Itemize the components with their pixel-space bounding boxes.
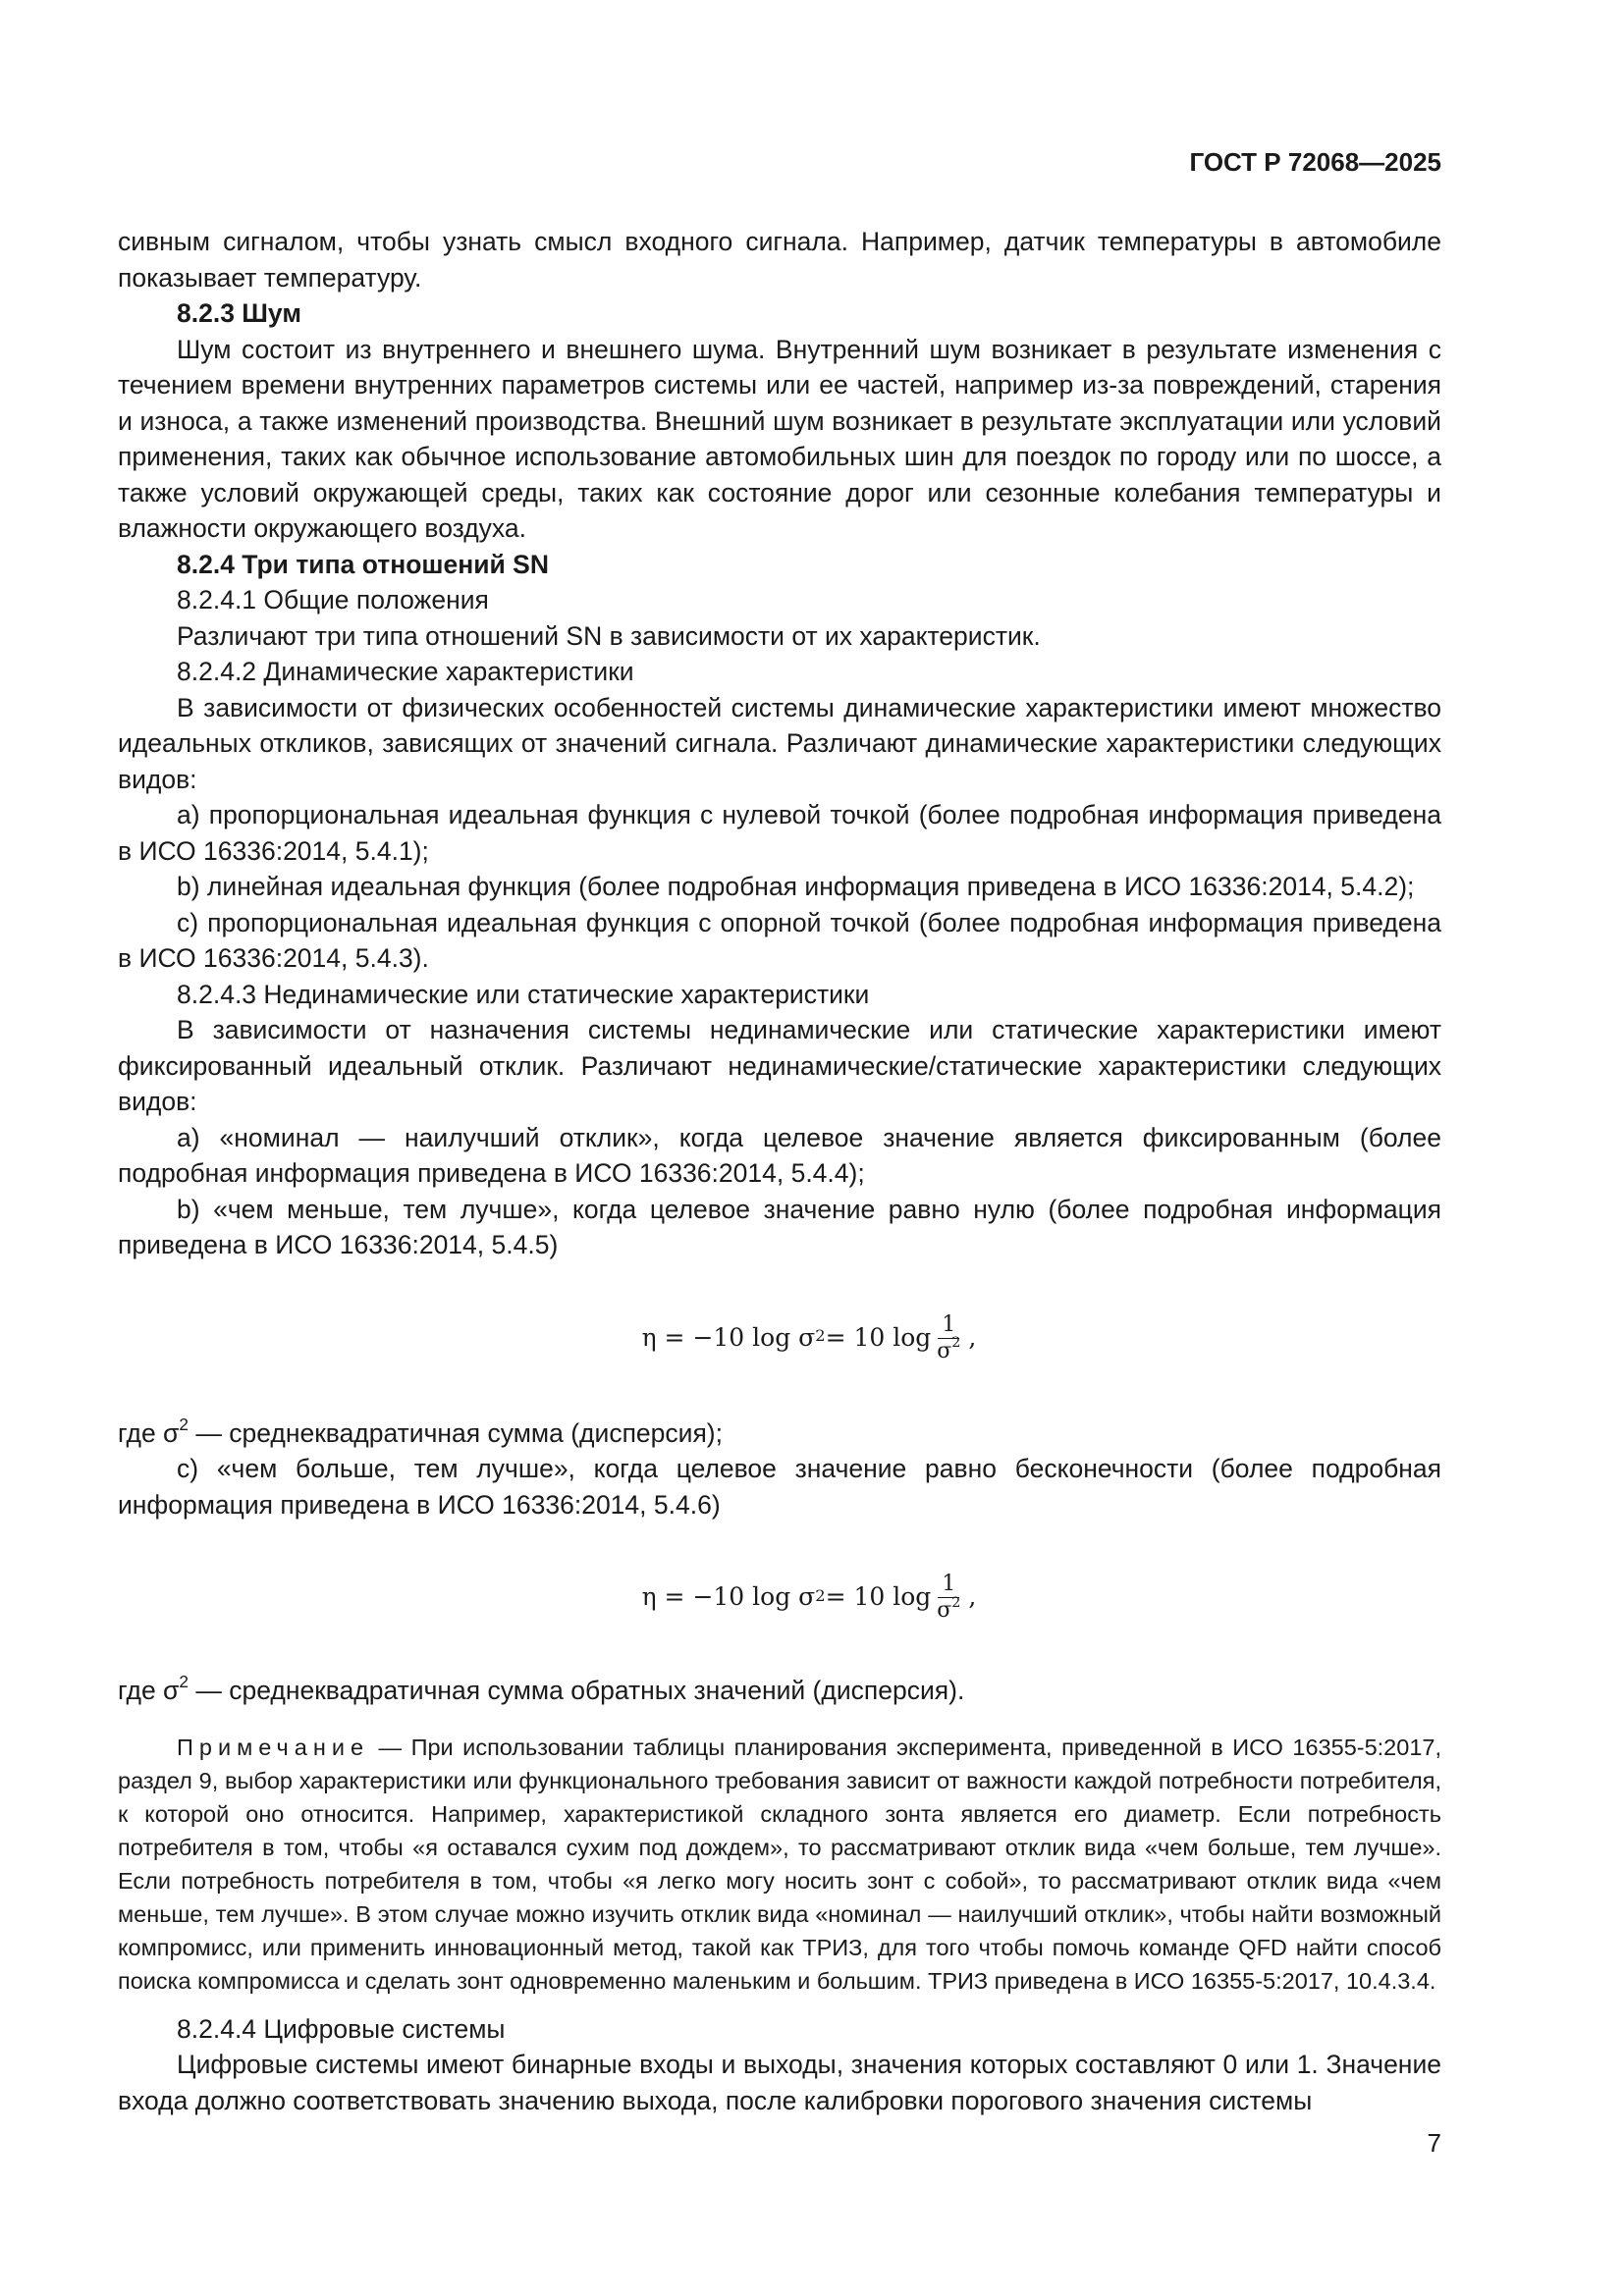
- heading-8-2-4-3: 8.2.4.3 Нединамические или статические характеристики: [177, 979, 870, 1009]
- document-code: ГОСТ Р 72068—2025: [1189, 147, 1441, 177]
- heading-8-2-4-4: 8.2.4.4 Цифровые системы: [177, 2013, 506, 2044]
- list-item-c-dynamic: c) пропорциональная идеальная функция с опорной точкой (более подробная информация приведена в ИСО 16336:2014, 5.4.3).: [118, 907, 1441, 973]
- paragraph-8-2-4-4: Цифровые системы имеют бинарные входы и выходы, значения которых составляют 0 или 1. Значение входа должно соответствовать значению выхода, после калибровки порогового значения системы: [118, 2050, 1441, 2115]
- list-item-c-static: c) «чем больше, тем лучше», когда целевое значение равно бесконечности (более подробная информация приведена в ИСО 16336:2014, 5.4.6): [118, 1454, 1441, 1520]
- paragraph-8-2-4-3: В зависимости от назначения системы нединамические или статические характеристики имеют фиксированный идеальный отклик. Различают нединамические/статические характеристики следующих видов:: [118, 1015, 1441, 1116]
- formula-fraction: [933, 1312, 964, 1364]
- paragraph-noise: Шум состоит из внутреннего и внешнего шума. Внутренний шум возникает в результате изменения с течением времени внутренних параметров системы или ее частей, например из-за повреждений, старения и износа, а также изменений производства. Внешний шум возникает в результате эксплуатации или условий применения, таких как обычное использование автомобильных шин для поездок по городу или по шоссе, а также условий окружающей среды, таких как состояние дорог или сезонные колебания температуры и влажности окружающего воздуха.: [118, 334, 1441, 543]
- paragraph-intro: сивным сигналом, чтобы узнать смысл входного сигнала. Например, датчик температуры в автомобиле показывает температуру.: [118, 227, 1441, 293]
- note-label: Примечание: [177, 1734, 370, 1760]
- formula-lhs: η = −10 log σ: [641, 1322, 816, 1352]
- fraction-denominator: $\sigma^2$: [937, 1335, 961, 1363]
- paragraph-8-2-4-2: В зависимости от физических особенностей системы динамические характеристики имеют множество идеальных откликов, зависящих от значений сигнала. Различают динамические характеристики следующих видов:: [118, 692, 1441, 794]
- formula-explanation-1: где $\sigma^2$ — среднеквадратичная сумма (дисперсия);: [118, 1414, 723, 1448]
- fraction-numerator: 1: [938, 1312, 959, 1339]
- note-text: — При использовании таблицы планирования эксперимента, приведенной в ИСО 16355-5:2017, раздел 9, выбор характеристики или функционального требования зависит от важности каждой потребности потребителя, к которой оно относится. Например, характеристикой складного зонта является его диаметр. Если потребность потребителя в том, чтобы «я оставался сухим под дождем», то рассматривают отклик вида «чем больше, тем лучше». Если потребность потребителя в том, чтобы «я легко могу носить зонт с собой», то рассматривают отклик вида «чем меньше, тем лучше». В этом случае можно изучить отклик вида «номинал — наилучший отклик», чтобы найти возможный компромисс, или применить инновационный метод, такой как ТРИЗ, для того чтобы помочь команде QFD найти способ поиска компромисса и сделать зонт одновременно маленьким и большим. ТРИЗ приведена в ИСО 16355-5:2017, 10.4.3.4.: [118, 1734, 1441, 1994]
- heading-8-2-4-2: 8.2.4.2 Динамические характеристики: [177, 657, 634, 686]
- formula-smaller-better: η = −10 log σ $^2$ = 10 log $\frac{1}{\sigma^2}$ ,: [641, 1311, 977, 1363]
- list-item-b-static: b) «чем меньше, тем лучше», когда целевое значение равно нулю (более подробная информация приведена в ИСО 16336:2014, 5.4.5): [118, 1194, 1441, 1259]
- formula-explanation-2: где $\sigma^2$ — среднеквадратичная сумма обратных значений (дисперсия).: [118, 1672, 965, 1705]
- formula-mid: = 10 log: [825, 1322, 932, 1352]
- paragraph-8-2-4-1: Различают три типа отношений SN в зависимости от их характеристик.: [177, 620, 1041, 651]
- formula-larger-better: η = −10 log σ $^2$ = 10 log $\frac{1}{\sigma^2}$ ,: [641, 1572, 977, 1623]
- list-item-b-dynamic: b) линейная идеальная функция (более подробная информация приведена в ИСО 16336:2014, 5.4.2);: [177, 872, 1415, 901]
- list-item-a-static: а) «номинал — наилучший отклик», когда целевое значение является фиксированным (более подробная информация приведена в ИСО 16336:2014, 5.4.4);: [118, 1122, 1441, 1188]
- heading-8-2-4-1: 8.2.4.1 Общие положения: [177, 585, 489, 614]
- heading-8-2-3: 8.2.3 Шум: [177, 298, 301, 328]
- page-number: 7: [1427, 2128, 1441, 2158]
- formula-comma: ,: [968, 1322, 977, 1352]
- heading-8-2-4: 8.2.4 Три типа отношений SN: [177, 549, 549, 579]
- list-item-a-dynamic: а) пропорциональная идеальная функция с нулевой точкой (более подробная информация приведена в ИСО 16336:2014, 5.4.1);: [118, 800, 1441, 866]
- document-body: [118, 224, 1441, 2118]
- note: [118, 1731, 1441, 1998]
- formula-fraction: $\frac{1}{\sigma^2}$: [937, 1572, 961, 1623]
